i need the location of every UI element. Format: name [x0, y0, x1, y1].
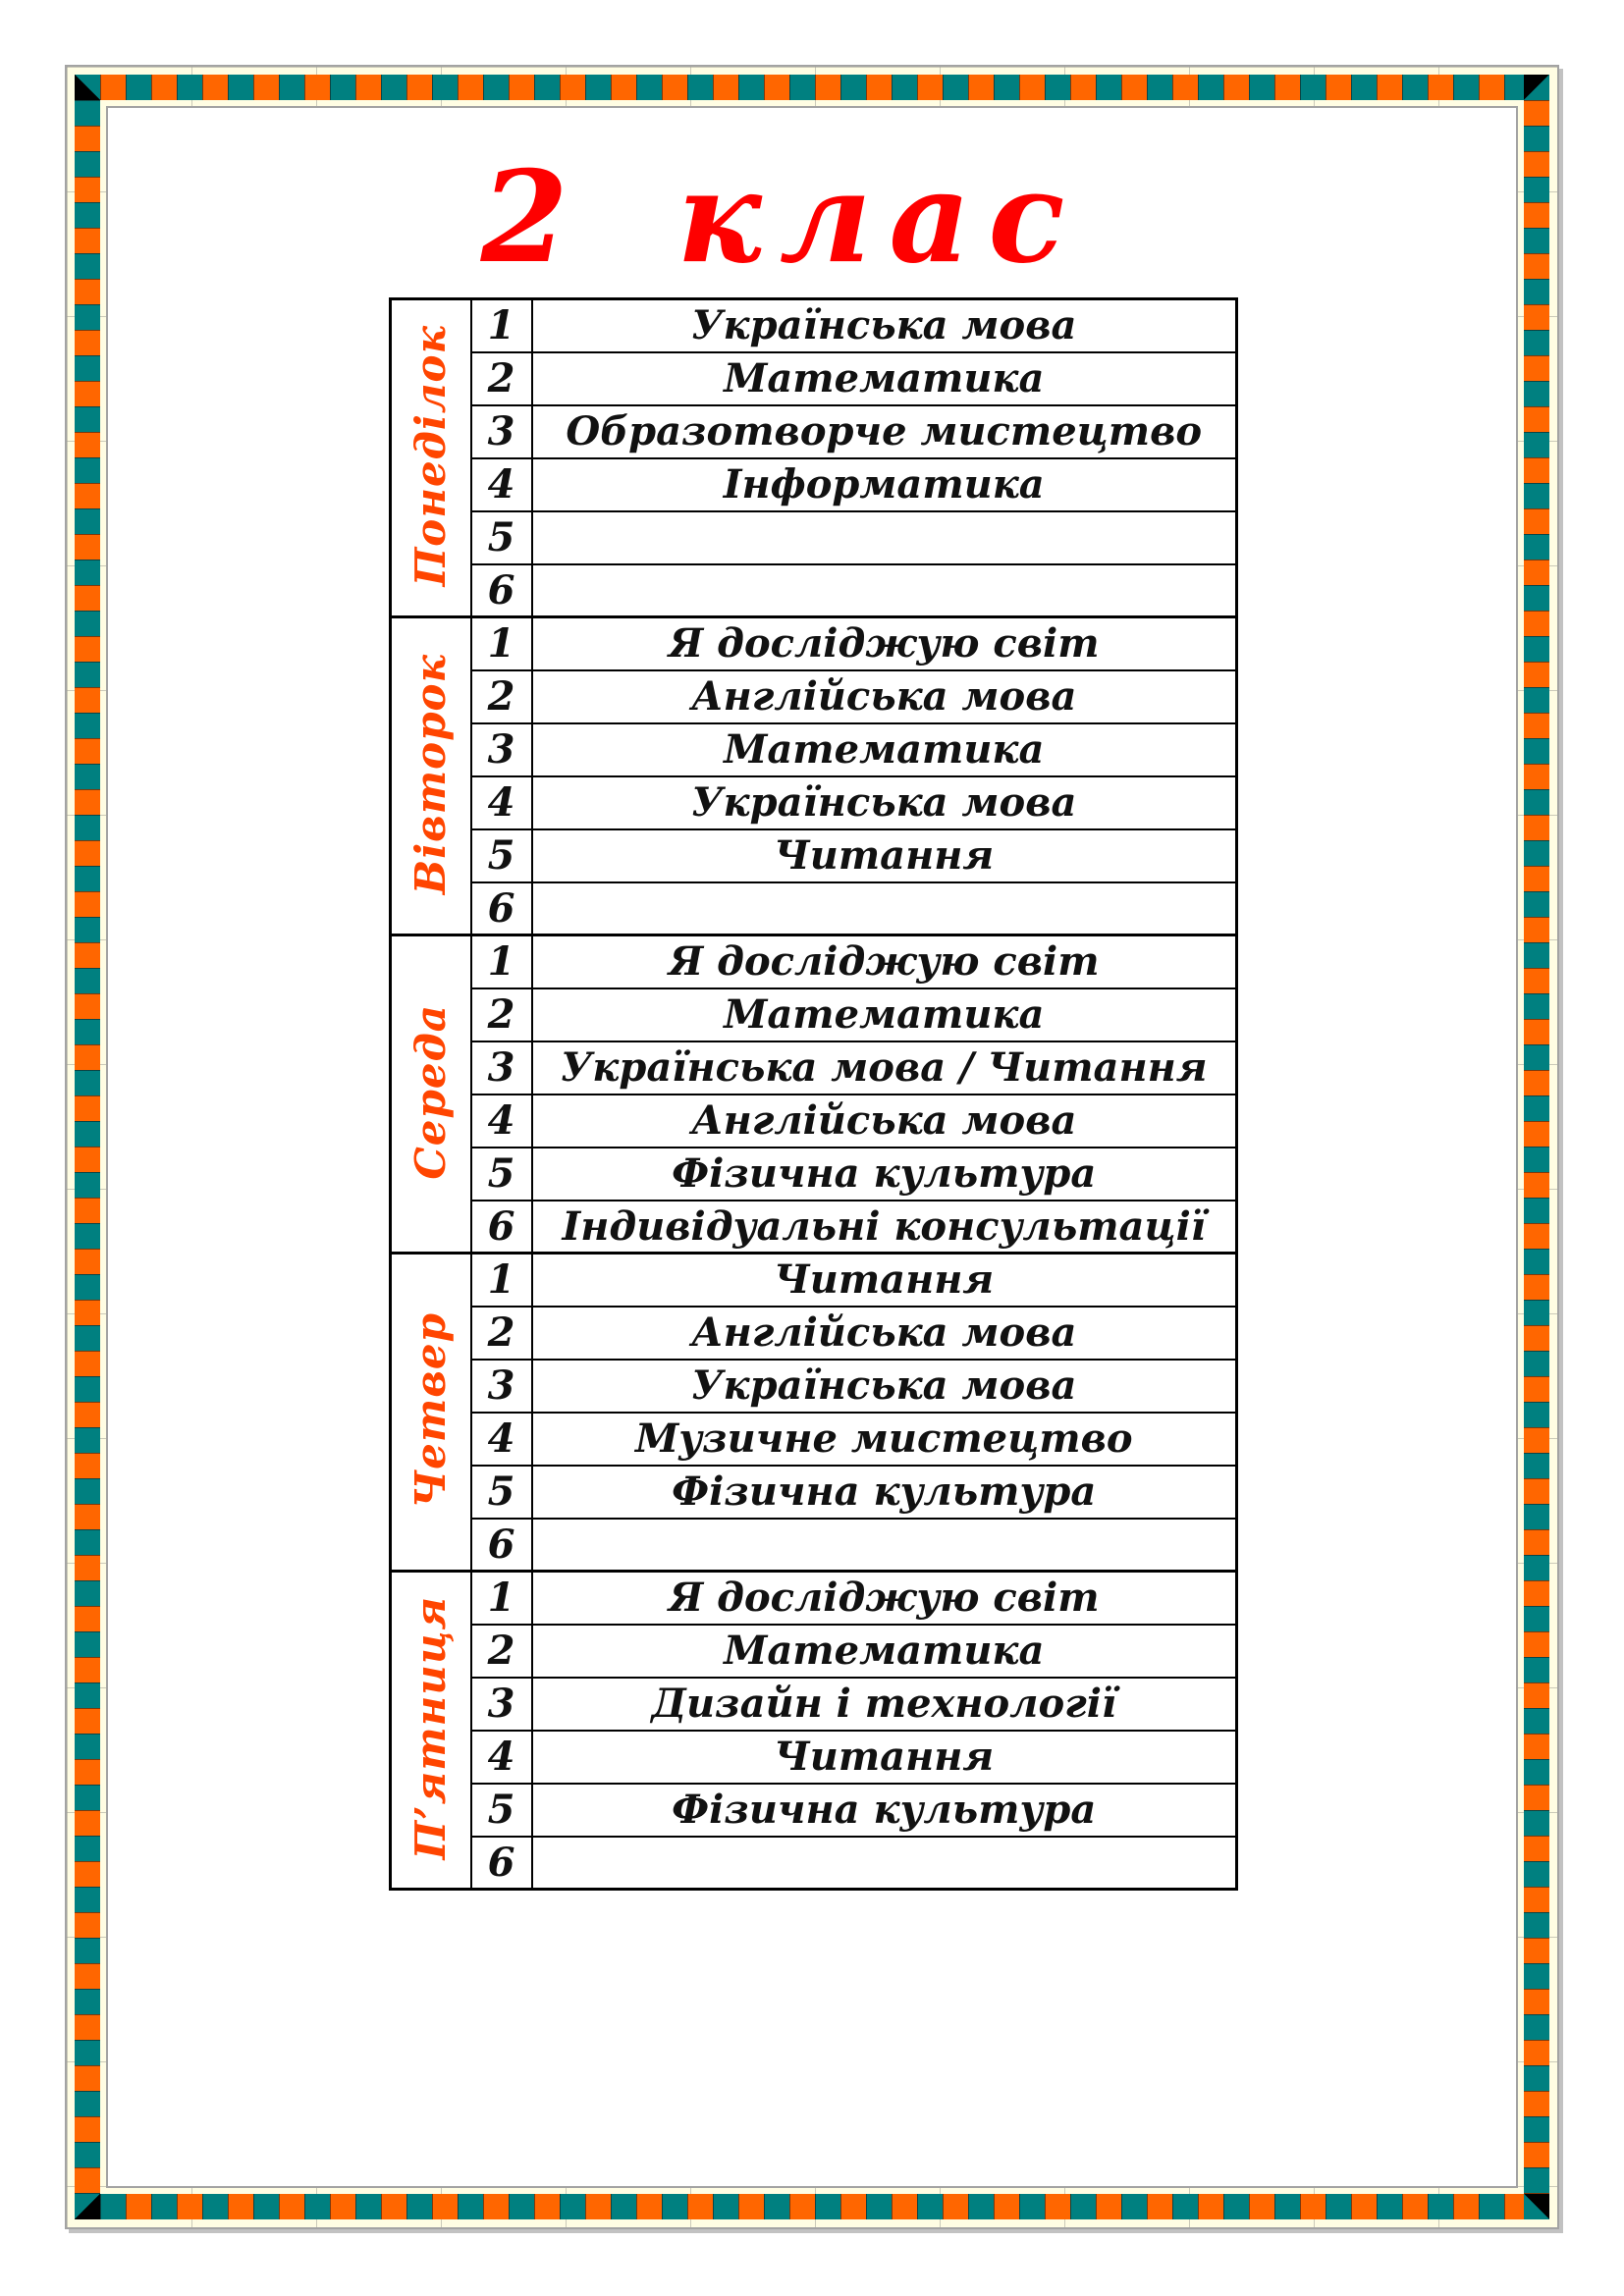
- lesson-number: 1: [471, 617, 532, 670]
- day-label-wednesday: Середа: [406, 1004, 455, 1180]
- lesson-subject: Українська мова: [532, 1360, 1237, 1413]
- lesson-subject: Інформатика: [532, 458, 1237, 511]
- lesson-number: 5: [471, 1784, 532, 1837]
- schedule-table: [389, 297, 1238, 1891]
- lesson-subject: Я досліджую світ: [532, 935, 1237, 988]
- lesson-subject: Математика: [532, 1625, 1237, 1678]
- lesson-subject: [532, 1837, 1237, 1890]
- lesson-number: 1: [471, 1572, 532, 1625]
- lesson-number: 1: [471, 1254, 532, 1307]
- lesson-subject: Дизайн і технології: [532, 1678, 1237, 1731]
- lesson-number: 3: [471, 405, 532, 458]
- lesson-subject: Фізична культура: [532, 1784, 1237, 1837]
- lesson-subject: Музичне мистецтво: [532, 1413, 1237, 1466]
- lesson-number: 3: [471, 723, 532, 776]
- lesson-number: 6: [471, 1837, 532, 1890]
- lesson-number: 2: [471, 988, 532, 1041]
- lesson-number: 2: [471, 352, 532, 405]
- lesson-subject: Я досліджую світ: [532, 617, 1237, 670]
- lesson-number: 6: [471, 882, 532, 935]
- frame-strip-right: [1524, 100, 1549, 2194]
- lesson-subject: Українська мова / Читання: [532, 1041, 1237, 1095]
- page-title: 2 клас: [480, 144, 1083, 292]
- frame-corner-bottom-right: [1524, 2194, 1549, 2219]
- lesson-subject: [532, 564, 1237, 617]
- lesson-subject: Читання: [532, 1731, 1237, 1784]
- day-cell-friday: [391, 1572, 471, 1890]
- frame-corner-bottom-left: [75, 2194, 100, 2219]
- lesson-number: 3: [471, 1041, 532, 1095]
- lesson-subject: Українська мова: [532, 299, 1237, 352]
- frame-corner-top-right: [1524, 75, 1549, 100]
- lesson-subject: Індивідуальні консультації: [532, 1201, 1237, 1254]
- lesson-number: 2: [471, 1625, 532, 1678]
- lesson-number: 2: [471, 670, 532, 723]
- frame-corner-top-left: [75, 75, 100, 100]
- lesson-number: 4: [471, 1413, 532, 1466]
- lesson-number: 3: [471, 1678, 532, 1731]
- lesson-number: 6: [471, 1519, 532, 1572]
- lesson-number: 1: [471, 299, 532, 352]
- lesson-number: 5: [471, 829, 532, 882]
- frame-strip-top: [100, 75, 1524, 100]
- lesson-number: 5: [471, 1148, 532, 1201]
- lesson-subject: Українська мова: [532, 776, 1237, 829]
- frame-strip-bottom: [100, 2194, 1524, 2219]
- day-cell-monday: [391, 299, 471, 617]
- day-cell-wednesday: [391, 935, 471, 1254]
- lesson-subject: Англійська мова: [532, 1307, 1237, 1360]
- lesson-number: 6: [471, 564, 532, 617]
- lesson-number: 4: [471, 458, 532, 511]
- lesson-subject: Я досліджую світ: [532, 1572, 1237, 1625]
- lesson-subject: Читання: [532, 829, 1237, 882]
- lesson-subject: Англійська мова: [532, 1095, 1237, 1148]
- lesson-number: 4: [471, 776, 532, 829]
- lesson-subject: Англійська мова: [532, 670, 1237, 723]
- day-label-friday: П’ятниця: [406, 1596, 455, 1860]
- lesson-subject: Фізична культура: [532, 1148, 1237, 1201]
- lesson-number: 1: [471, 935, 532, 988]
- lesson-subject: [532, 882, 1237, 935]
- day-cell-thursday: [391, 1254, 471, 1572]
- lesson-number: 6: [471, 1201, 532, 1254]
- lesson-number: 5: [471, 511, 532, 564]
- day-label-tuesday: Вівторок: [406, 653, 455, 895]
- day-label-thursday: Четвер: [406, 1311, 455, 1509]
- lesson-number: 2: [471, 1307, 532, 1360]
- frame-strip-left: [75, 100, 100, 2194]
- lesson-subject: Образотворче мистецтво: [532, 405, 1237, 458]
- lesson-number: 4: [471, 1095, 532, 1148]
- lesson-number: 4: [471, 1731, 532, 1784]
- lesson-number: 3: [471, 1360, 532, 1413]
- day-label-monday: Понеділок: [406, 325, 455, 587]
- lesson-subject: [532, 1519, 1237, 1572]
- lesson-subject: Читання: [532, 1254, 1237, 1307]
- lesson-subject: Математика: [532, 988, 1237, 1041]
- lesson-subject: Математика: [532, 723, 1237, 776]
- lesson-number: 5: [471, 1466, 532, 1519]
- lesson-subject: [532, 511, 1237, 564]
- lesson-subject: Фізична культура: [532, 1466, 1237, 1519]
- day-cell-tuesday: [391, 617, 471, 935]
- lesson-subject: Математика: [532, 352, 1237, 405]
